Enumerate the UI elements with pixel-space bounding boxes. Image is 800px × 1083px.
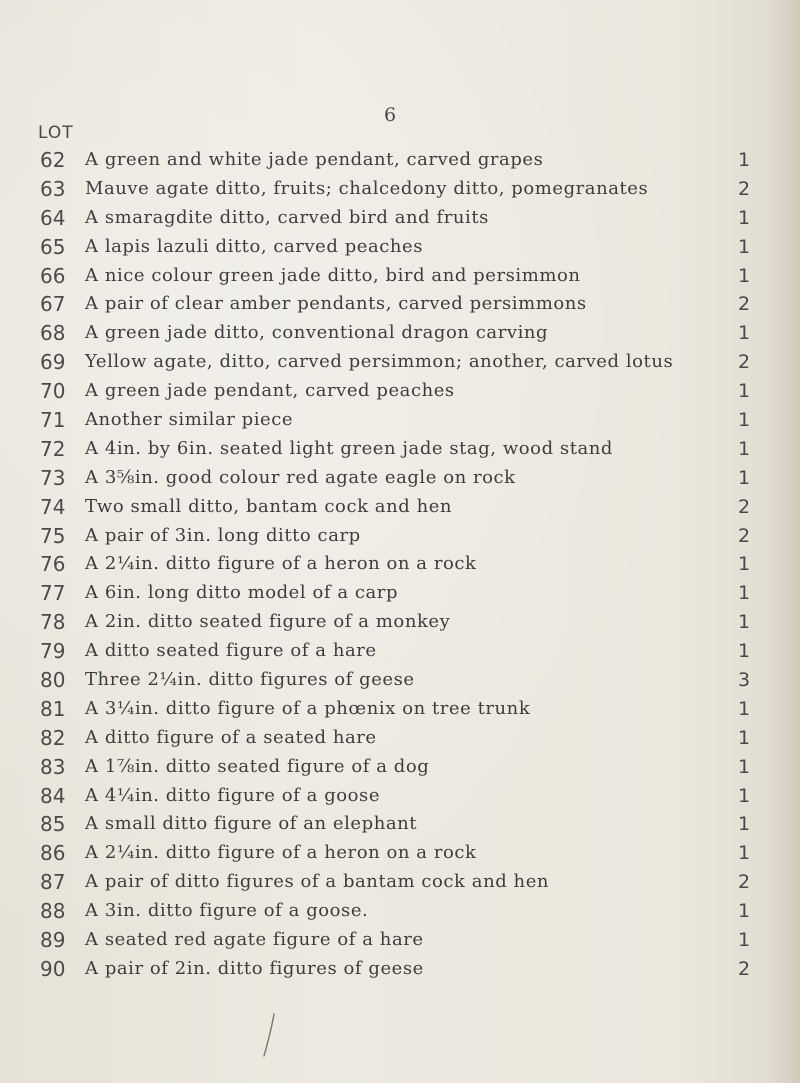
lot-description: A 2¼in. ditto figure of a heron on a rock [85, 842, 477, 864]
lot-quantity: 1 [738, 726, 751, 749]
lot-row [0, 926, 800, 955]
lot-description: A pair of clear amber pendants, carved persimmons [85, 293, 587, 315]
lot-row [0, 782, 800, 811]
lot-row [0, 666, 800, 695]
lot-quantity: 1 [738, 322, 751, 345]
lot-description: A 3in. ditto figure of a goose. [85, 900, 369, 922]
lot-quantity: 1 [738, 437, 751, 460]
lot-row [0, 579, 800, 608]
lot-quantity: 1 [738, 466, 751, 489]
lot-description: A green jade ditto, conventional dragon carving [85, 322, 549, 344]
lot-quantity: 1 [738, 697, 751, 720]
page-number: 6 [384, 104, 397, 126]
lot-quantity: 1 [738, 553, 751, 576]
lot-quantity: 1 [738, 235, 751, 258]
lot-quantity: 1 [738, 582, 751, 605]
lot-row [0, 290, 800, 319]
lot-quantity: 2 [738, 871, 751, 894]
lot-row [0, 550, 800, 579]
lot-row [0, 637, 800, 666]
lot-description: A 4in. by 6in. seated light green jade stag, wood stand [85, 437, 613, 459]
lot-description: A nice colour green jade ditto, bird and persimmon [85, 264, 581, 286]
lot-quantity: 2 [738, 177, 751, 200]
lot-quantity: 2 [738, 957, 751, 980]
lot-number: 80 [40, 668, 66, 693]
lot-number: 63 [40, 176, 66, 201]
lot-number: 90 [40, 956, 66, 981]
lot-number: 77 [40, 581, 66, 606]
lot-description: A green and white jade pendant, carved grapes [85, 149, 544, 170]
lot-row [0, 810, 800, 839]
lot-number: 65 [40, 234, 66, 259]
lot-number: 84 [40, 783, 66, 808]
lot-quantity: 1 [738, 206, 751, 229]
lot-row [0, 175, 800, 204]
lot-description: Three 2¼in. ditto figures of geese [85, 669, 415, 691]
lot-quantity: 1 [738, 929, 751, 952]
lot-column-header: LOT [38, 123, 74, 143]
lot-list [0, 146, 800, 984]
lot-number: 70 [40, 379, 66, 404]
lot-row [0, 522, 800, 551]
lot-description: A 3¼in. ditto figure of a phœnix on tree trunk [85, 697, 531, 719]
lot-number: 74 [40, 494, 66, 519]
lot-number: 71 [40, 408, 66, 433]
lot-row [0, 319, 800, 348]
lot-quantity: 2 [738, 351, 751, 374]
lot-number: 69 [40, 350, 66, 375]
lot-quantity: 2 [738, 495, 751, 518]
lot-row [0, 724, 800, 753]
lot-row [0, 204, 800, 233]
lot-number: 82 [40, 725, 66, 750]
lot-quantity: 1 [738, 784, 751, 807]
lot-row [0, 839, 800, 868]
lot-number: 75 [40, 523, 66, 548]
lot-row [0, 897, 800, 926]
lot-quantity: 1 [738, 149, 751, 171]
lot-description: Two small ditto, bantam cock and hen [85, 495, 453, 517]
lot-row [0, 146, 800, 175]
lot-description: A 4¼in. ditto figure of a goose [85, 784, 381, 806]
lot-row [0, 233, 800, 262]
pencil-mark [262, 1012, 276, 1058]
lot-quantity: 1 [738, 264, 751, 287]
lot-number: 64 [40, 205, 66, 230]
lot-row [0, 868, 800, 897]
lot-number: 72 [40, 436, 66, 461]
lot-quantity: 1 [738, 640, 751, 663]
lot-number: 66 [40, 263, 66, 288]
lot-quantity: 1 [738, 842, 751, 865]
lot-number: 79 [40, 639, 66, 664]
lot-row [0, 464, 800, 493]
lot-description: A 3⅝in. good colour red agate eagle on rock [85, 466, 516, 488]
lot-description: A pair of ditto figures of a bantam cock and hen [85, 871, 550, 893]
lot-quantity: 1 [738, 611, 751, 634]
lot-description: A 1⅞in. ditto seated figure of a dog [85, 755, 430, 777]
lot-description: A pair of 2in. ditto figures of geese [85, 957, 424, 979]
lot-number: 86 [40, 841, 66, 866]
lot-description: A seated red agate figure of a hare [85, 929, 424, 951]
lot-number: 67 [40, 292, 66, 317]
lot-description: Yellow agate, ditto, carved persimmon; another, carved lotus [85, 351, 674, 373]
lot-number: 81 [40, 696, 66, 721]
lot-row [0, 435, 800, 464]
lot-quantity: 2 [738, 524, 751, 547]
lot-number: 85 [40, 812, 66, 837]
lot-row [0, 608, 800, 637]
lot-description: A small ditto figure of an elephant [85, 813, 418, 835]
lot-quantity: 1 [738, 755, 751, 778]
lot-quantity: 3 [738, 669, 751, 692]
lot-number: 89 [40, 928, 66, 953]
lot-row [0, 377, 800, 406]
lot-number: 87 [40, 870, 66, 895]
lot-row [0, 695, 800, 724]
lot-description: A smaragdite ditto, carved bird and fruits [85, 206, 489, 228]
lot-description: A ditto seated figure of a hare [85, 640, 377, 662]
lot-description: Another similar piece [85, 409, 294, 431]
lot-number: 73 [40, 465, 66, 490]
lot-description: A green jade pendant, carved peaches [85, 380, 455, 402]
lot-description: A 2¼in. ditto figure of a heron on a rock [85, 553, 477, 575]
lot-description: A ditto figure of a seated hare [85, 726, 377, 748]
lot-quantity: 1 [738, 900, 751, 923]
lot-number: 78 [40, 610, 66, 635]
lot-row [0, 493, 800, 522]
lot-row [0, 348, 800, 377]
lot-number: 62 [40, 148, 66, 172]
lot-number: 83 [40, 754, 66, 779]
lot-quantity: 1 [738, 409, 751, 432]
lot-number: 68 [40, 321, 66, 346]
lot-number: 88 [40, 899, 66, 924]
lot-quantity: 2 [738, 293, 751, 316]
lot-description: A 6in. long ditto model of a carp [85, 582, 399, 604]
lot-description: A lapis lazuli ditto, carved peaches [85, 235, 424, 257]
lot-row [0, 262, 800, 291]
lot-description: Mauve agate ditto, fruits; chalcedony ditto, pomegranates [85, 177, 649, 199]
lot-row [0, 406, 800, 435]
lot-description: A pair of 3in. long ditto carp [85, 524, 361, 546]
lot-row [0, 955, 800, 984]
lot-quantity: 1 [738, 813, 751, 836]
lot-description: A 2in. ditto seated figure of a monkey [85, 611, 451, 633]
lot-quantity: 1 [738, 380, 751, 403]
lot-row [0, 753, 800, 782]
lot-number: 76 [40, 552, 66, 577]
